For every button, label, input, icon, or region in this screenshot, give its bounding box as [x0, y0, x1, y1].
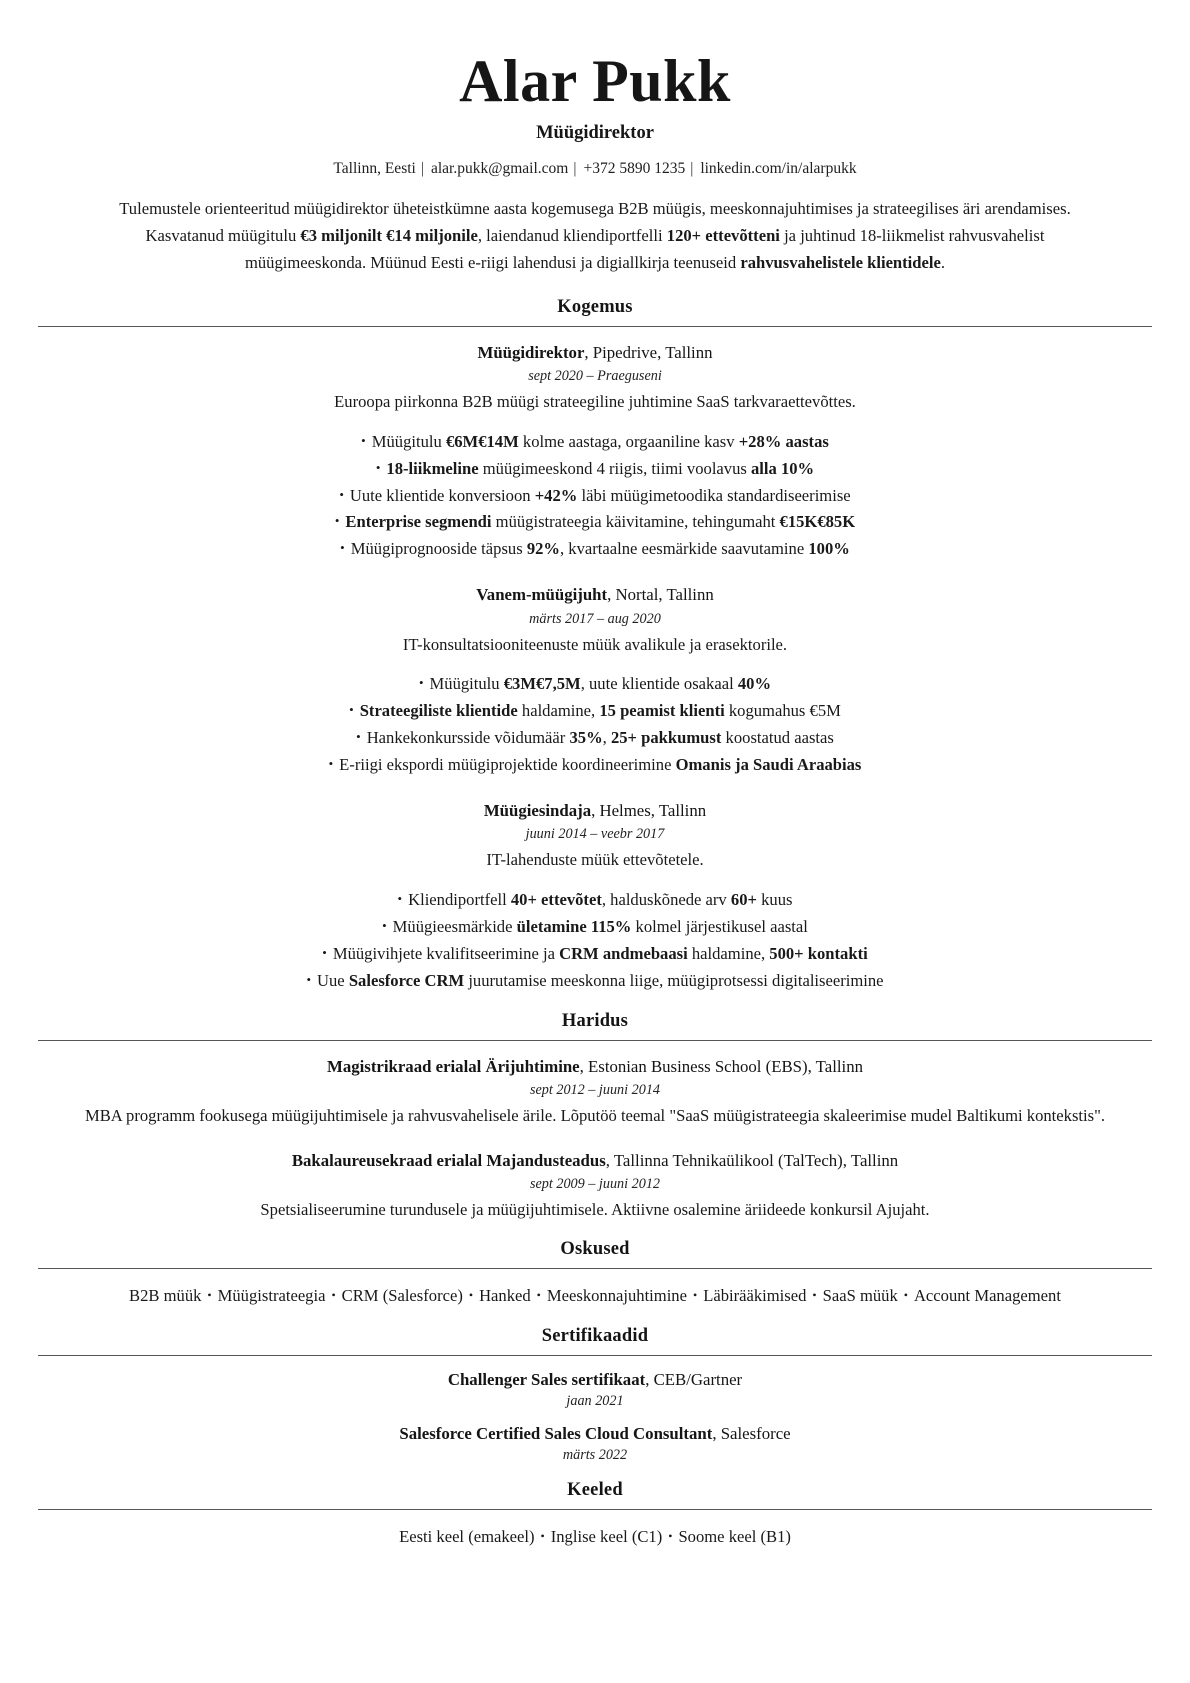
section-title-education: Haridus [561, 1010, 629, 1031]
emphasis-text: 500+ kontakti [769, 943, 868, 963]
experience-entry-header [38, 341, 1152, 365]
emphasis-text: 40+ ettevõtet [510, 890, 602, 910]
plain-text: Müügivihjete kvalifitseerimine ja [332, 943, 560, 963]
contact-separator: | [420, 160, 424, 177]
experience-list [38, 341, 1152, 995]
job-bullet-list [38, 887, 1152, 995]
bullet-dot-icon: • [356, 729, 361, 745]
emphasis-text: 92% [526, 539, 560, 559]
job-bullet-item [38, 968, 1152, 995]
education-list [38, 1055, 1152, 1223]
resume-header [38, 50, 1152, 178]
section-divider [38, 1355, 1152, 1356]
skill-item: CRM (Salesforce) [341, 1286, 463, 1306]
education-date-range: sept 2009 – juuni 2012 [529, 1176, 661, 1193]
job-bullet-item [38, 887, 1152, 914]
bullet-dot-icon: • [322, 944, 327, 960]
plain-text: E-riigi ekspordi müügiprojektide koordineerimine [339, 755, 676, 775]
skills-list [38, 1283, 1152, 1310]
plain-text: . [940, 252, 946, 272]
experience-entry [38, 583, 1152, 779]
skill-separator-icon: • [903, 1288, 908, 1303]
section-divider [38, 1509, 1152, 1510]
emphasis-text: 25+ pakkumust [610, 728, 722, 748]
education-date-range: sept 2012 – juuni 2014 [529, 1082, 661, 1099]
section-divider [38, 326, 1152, 327]
experience-entry [38, 799, 1152, 995]
emphasis-text: ületamine 115% [516, 917, 632, 937]
skill-item: Meeskonnajuhtimine [546, 1286, 687, 1306]
job-bullet-item [38, 671, 1152, 698]
skill-separator-icon: • [331, 1288, 336, 1303]
emphasis-text: rahvusvahelistele klientidele [740, 252, 941, 272]
job-bullet-item [38, 914, 1152, 941]
job-title: Müügidirektor [477, 342, 585, 362]
emphasis-text: Enterprise segmendi [345, 512, 492, 532]
plain-text: Kliendiportfell [408, 890, 511, 910]
language-item: Eesti keel (emakeel) [399, 1526, 535, 1546]
education-institution: , Tallinna Tehnikaülikool (TalTech), Tallinn [605, 1150, 899, 1170]
skill-separator-icon: • [812, 1288, 817, 1303]
education-entry-header [38, 1055, 1152, 1079]
plain-text: haldamine, [687, 943, 770, 963]
bullet-dot-icon: • [349, 702, 354, 718]
certificate-name: Salesforce Certified Sales Cloud Consultant [399, 1423, 713, 1443]
bullet-dot-icon: • [361, 432, 366, 448]
job-bullet-item [38, 456, 1152, 483]
education-institution: , Estonian Business School (EBS), Tallinn [579, 1056, 863, 1076]
job-bullet-item [38, 941, 1152, 968]
section-certificates [38, 1326, 1152, 1464]
certificate-title-line [38, 1424, 1152, 1444]
emphasis-text: 100% [808, 539, 850, 559]
job-description: Euroopa piirkonna B2B müügi strateegiline juhtimine SaaS tarkvaraettevõttes. [334, 391, 856, 411]
plain-text: , kvartaalne eesmärkide saavutamine [560, 539, 809, 559]
certificate-date: märts 2022 [562, 1446, 628, 1463]
bullet-dot-icon: • [306, 971, 312, 987]
section-experience [38, 297, 1152, 995]
experience-entry [38, 341, 1152, 564]
section-title-experience: Kogemus [557, 296, 633, 317]
language-item: Soome keel (B1) [678, 1526, 791, 1546]
plain-text: Müügiprognooside täpsus [350, 539, 527, 559]
job-bullet-item [38, 536, 1152, 563]
section-title-certificates: Sertifikaadid [541, 1325, 649, 1346]
job-date-range: sept 2020 – Praeguseni [528, 367, 662, 384]
contact-item-1: alar.pukk@gmail.com [430, 160, 569, 177]
plain-text: Hankekonkursside võidumäär [366, 728, 570, 748]
plain-text: Uute klientide konversioon [349, 485, 535, 505]
emphasis-text: 15 peamist klienti [599, 701, 725, 721]
plain-text: haldamine, [517, 701, 600, 721]
section-education [38, 1011, 1152, 1223]
section-title-skills: Oskused [560, 1239, 630, 1260]
section-divider [38, 1268, 1152, 1269]
emphasis-text: Strateegiliste klientide [359, 701, 518, 721]
emphasis-text: +42% [534, 485, 578, 505]
job-bullet-item [38, 483, 1152, 510]
section-divider [38, 1040, 1152, 1041]
emphasis-text: 60+ [730, 890, 757, 910]
languages-list [38, 1524, 1152, 1551]
emphasis-text: CRM andmebaasi [559, 943, 688, 963]
contact-item-0: Tallinn, Eesti [333, 160, 416, 177]
job-title: Müügiesindaja [483, 800, 592, 820]
skill-item: Hanked [479, 1286, 531, 1306]
education-entry [38, 1149, 1152, 1223]
emphasis-text: +28% aastas [738, 431, 829, 451]
plain-text: müügimeeskond 4 riigis, tiimi voolavus [478, 458, 751, 478]
job-bullet-item [38, 509, 1152, 536]
certificate-title-line [38, 1370, 1152, 1390]
bullet-dot-icon: • [375, 459, 381, 475]
plain-text: Müügitulu [429, 674, 504, 694]
emphasis-text: €3 miljonilt €14 miljonile [300, 225, 478, 245]
plain-text: , uute klientide osakaal [580, 674, 738, 694]
job-description: IT-konsultatsiooniteenuste müük avalikule ja erasektorile. [402, 634, 788, 654]
bullet-dot-icon: • [340, 540, 345, 556]
contact-separator: | [690, 160, 694, 177]
bullet-dot-icon: • [418, 675, 424, 691]
emphasis-text: €15K€85K [779, 512, 856, 532]
plain-text: juurutamise meeskonna liige, müügiprotsessi digitaliseerimine [464, 970, 884, 990]
section-skills [38, 1239, 1152, 1310]
job-description: IT-lahenduste müük ettevõtetele. [486, 850, 704, 870]
experience-entry-header [38, 799, 1152, 823]
emphasis-text: Omanis ja Saudi Araabias [675, 755, 862, 775]
education-entry [38, 1055, 1152, 1129]
skill-separator-icon: • [207, 1288, 212, 1303]
plain-text: , [602, 728, 611, 748]
contact-line [38, 160, 1152, 178]
contact-separator: | [573, 160, 577, 177]
bullet-dot-icon: • [382, 918, 387, 934]
plain-text: , halduskõnede arv [601, 890, 731, 910]
language-separator-icon: • [540, 1528, 545, 1543]
job-company-location: , Nortal, Tallinn [607, 585, 714, 605]
job-date-range: juuni 2014 – veebr 2017 [525, 826, 665, 843]
candidate-headline: Müügidirektor [536, 123, 654, 143]
skill-item: SaaS müük [822, 1286, 898, 1306]
language-item: Inglise keel (C1) [550, 1526, 663, 1546]
emphasis-text: 18-liikmeline [386, 458, 479, 478]
job-title: Vanem-müügijuht [476, 585, 608, 605]
plain-text: Müügieesmärkide [392, 917, 517, 937]
certificate-issuer: , CEB/Gartner [645, 1369, 743, 1389]
section-title-languages: Keeled [567, 1479, 623, 1500]
plain-text: Tulemustele orienteeritud müügidirektor üheteistkümne aasta kogemusega B2B müügis, meeskonnajuhtimises ja strateegilises äri arendamises. Kasvatanud müügitulu [119, 199, 1071, 245]
plain-text: koostatud aastas [721, 728, 834, 748]
certificate-name: Challenger Sales sertifikaat [447, 1369, 646, 1389]
job-bullet-item [38, 429, 1152, 456]
plain-text: kolme aastaga, orgaaniline kasv [518, 431, 739, 451]
education-entry-header [38, 1149, 1152, 1173]
bullet-dot-icon: • [397, 891, 403, 907]
plain-text: kolmel järjestikusel aastal [631, 917, 808, 937]
certificates-list [38, 1370, 1152, 1464]
emphasis-text: 35% [569, 728, 603, 748]
experience-entry-header [38, 583, 1152, 607]
job-bullet-item [38, 698, 1152, 725]
degree-title: Bakalaureusekraad erialal Majandusteadus [291, 1150, 606, 1170]
education-description: MBA programm fookusega müügijuhtimisele ja rahvusvahelisele ärile. Lõputöö teemal "SaaS müügistrateegia skaleerimise mudel Baltikumi kontekstis". [84, 1106, 1106, 1126]
emphasis-text: 120+ ettevõtteni [666, 225, 780, 245]
skill-item: Müügistrateegia [217, 1286, 326, 1306]
plain-text: , laiendanud kliendiportfelli [477, 225, 667, 245]
job-company-location: , Pipedrive, Tallinn [584, 342, 713, 362]
emphasis-text: €6M€14M [445, 431, 519, 451]
plain-text: ja juhtinud 18-liikmelist rahvusvahelist müügimeeskonda. Müünud Eesti e-riigi lahendusi ja digiallkirja teenuseid [244, 225, 1045, 272]
section-languages [38, 1480, 1152, 1551]
candidate-name: Alar Pukk [459, 48, 731, 114]
plain-text: kogumahus €5M [724, 701, 841, 721]
certificate-date: jaan 2021 [566, 1392, 624, 1409]
emphasis-text: Salesforce CRM [348, 970, 465, 990]
job-bullet-list [38, 429, 1152, 563]
emphasis-text: 40% [737, 674, 772, 694]
contact-item-3: linkedin.com/in/alarpukk [700, 160, 857, 177]
job-bullet-list [38, 671, 1152, 779]
plain-text: kuus [756, 890, 793, 910]
skill-separator-icon: • [692, 1288, 698, 1303]
job-date-range: märts 2017 – aug 2020 [529, 610, 661, 627]
bullet-dot-icon: • [328, 756, 334, 772]
skill-item: B2B müük [129, 1286, 202, 1306]
job-bullet-item [38, 725, 1152, 752]
professional-summary [94, 196, 1096, 277]
emphasis-text: €3M€7,5M [503, 674, 581, 694]
bullet-dot-icon: • [334, 513, 340, 529]
skill-separator-icon: • [536, 1288, 541, 1303]
skill-separator-icon: • [468, 1288, 474, 1303]
language-separator-icon: • [668, 1528, 673, 1543]
contact-item-2: +372 5890 1235 [583, 160, 686, 177]
plain-text: läbi müügimetoodika standardiseerimise [577, 485, 851, 505]
certificate-entry [38, 1370, 1152, 1410]
certificate-entry [38, 1424, 1152, 1464]
skill-item: Läbirääkimised [703, 1286, 807, 1306]
job-bullet-item [38, 752, 1152, 779]
degree-title: Magistrikraad erialal Ärijuhtimine [327, 1056, 580, 1076]
emphasis-text: alla 10% [751, 458, 815, 478]
job-company-location: , Helmes, Tallinn [591, 800, 707, 820]
plain-text: müügistrateegia käivitamine, tehingumaht [491, 512, 780, 532]
plain-text: Müügitulu [371, 431, 446, 451]
certificate-issuer: , Salesforce [712, 1423, 791, 1443]
bullet-dot-icon: • [339, 486, 344, 502]
plain-text: Uue [317, 970, 349, 990]
skill-item: Account Management [913, 1286, 1061, 1306]
education-description: Spetsialiseerumine turundusele ja müügijuhtimisele. Aktiivne osalemine äriideede konkursil Ajujaht. [260, 1200, 930, 1220]
